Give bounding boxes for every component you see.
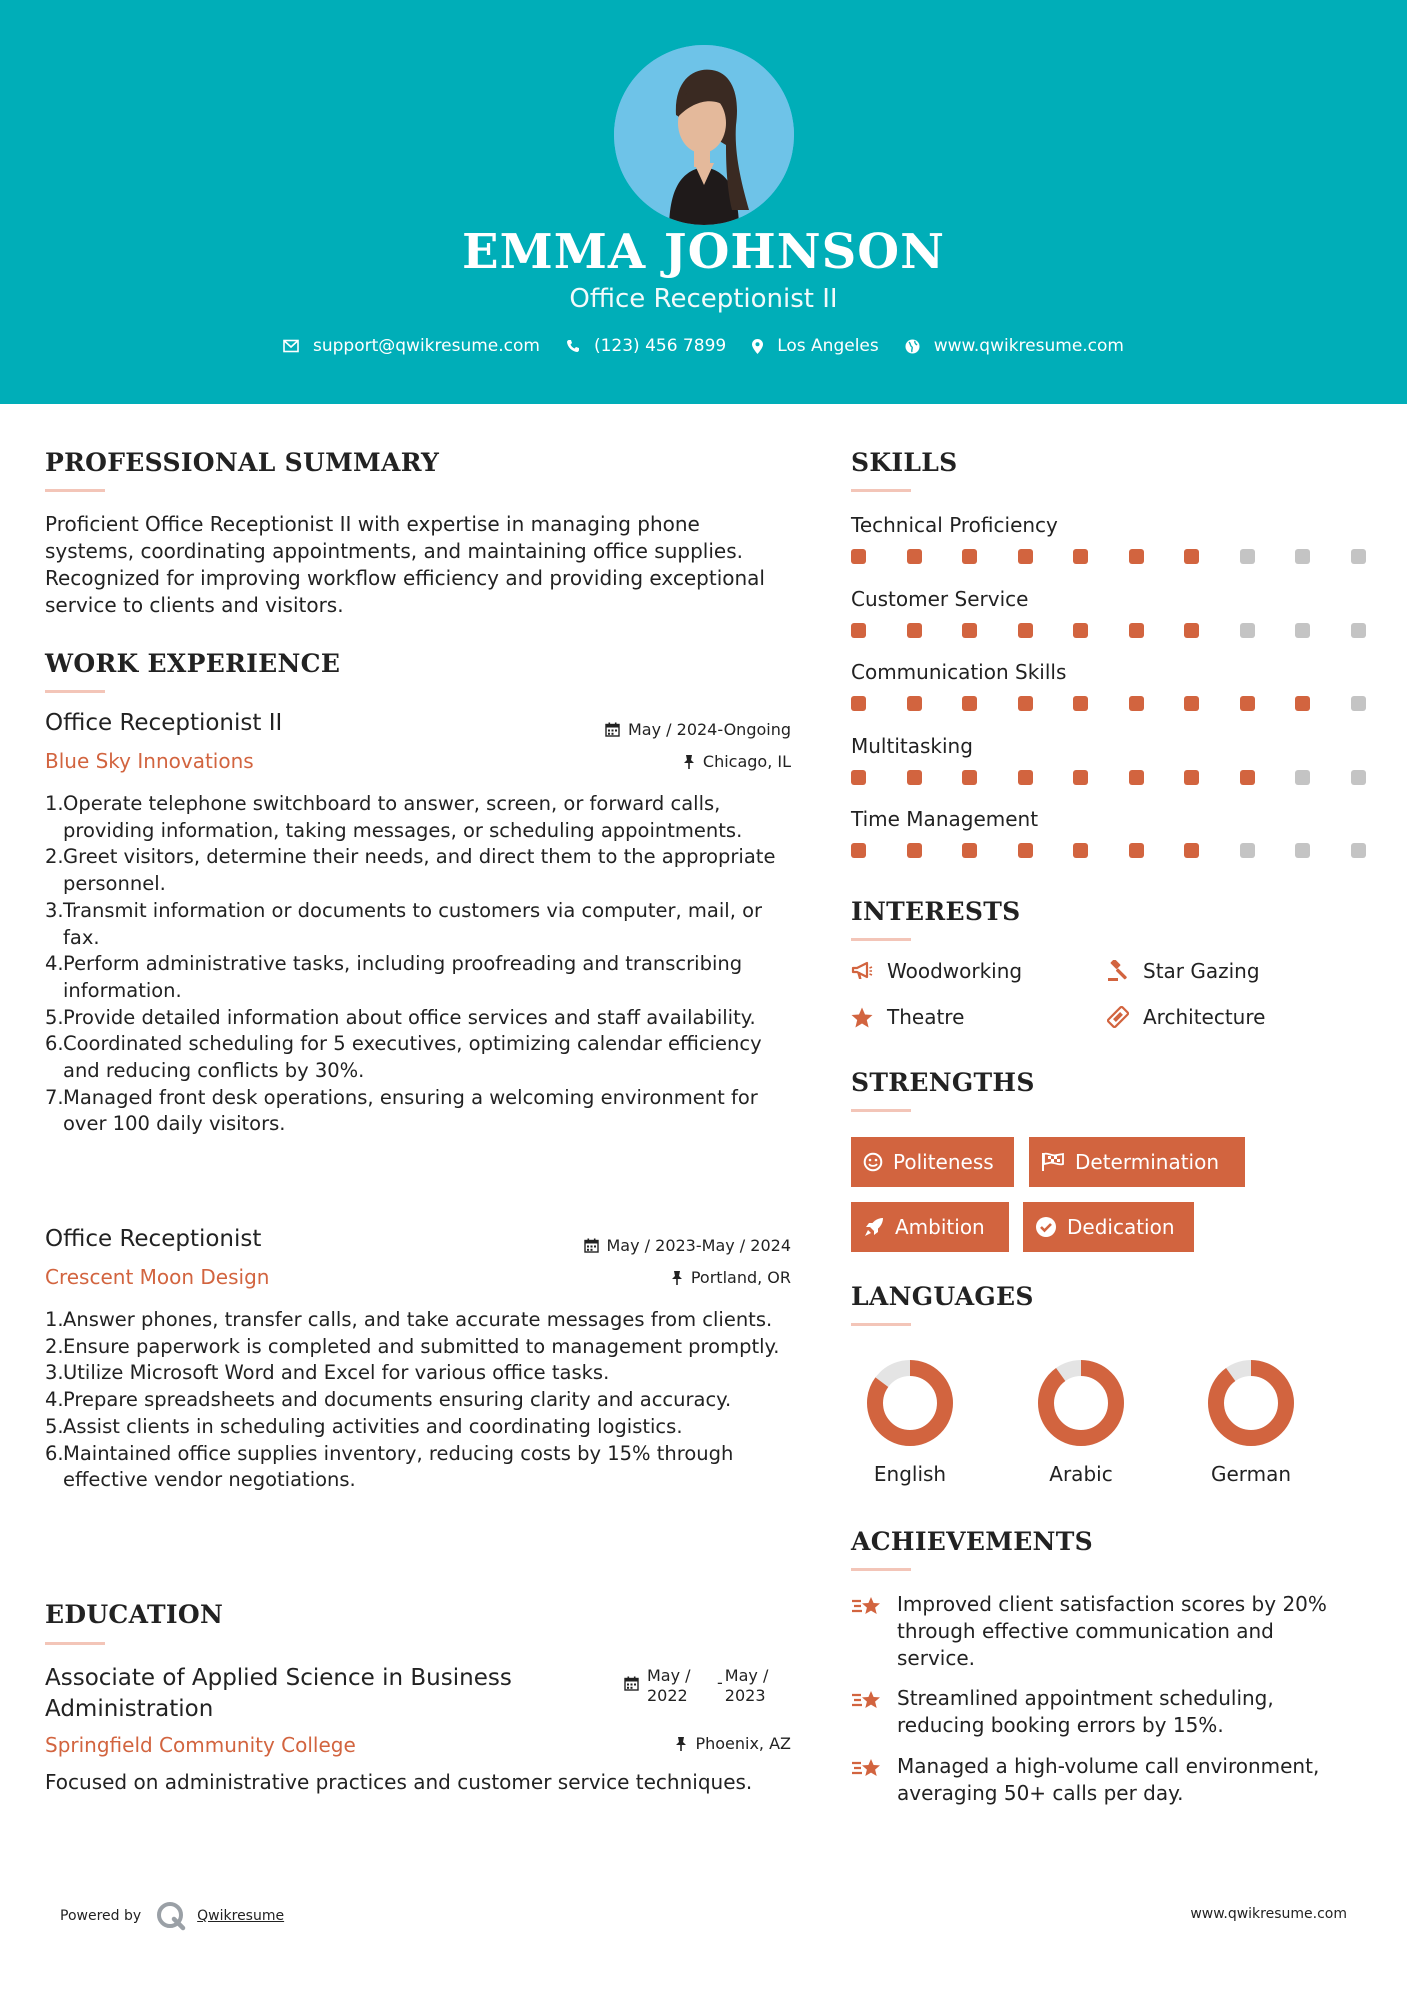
summary-heading: PROFESSIONAL SUMMARY [45, 448, 440, 477]
interest-item [851, 1005, 964, 1029]
skill-rating [851, 770, 1366, 785]
rating-dot-filled [851, 623, 866, 638]
skill-rating [851, 843, 1366, 858]
rating-dot-filled [1184, 696, 1199, 711]
rating-dot-filled [1295, 696, 1310, 711]
list-item: 2. Greet visitors, determine their needs, and direct them to the appropriate personnel. [45, 845, 776, 896]
rating-dot-filled [907, 843, 922, 858]
languages-heading: LANGUAGES [851, 1282, 1034, 1311]
rating-dot-filled [1129, 549, 1144, 564]
language-name: Arabic [1049, 1462, 1113, 1486]
contact-bar [0, 336, 1407, 356]
strength-badge [1023, 1202, 1194, 1252]
job-responsibilities [45, 1307, 800, 1494]
achievement-item [851, 1591, 1351, 1672]
strength-label: Politeness [893, 1150, 994, 1174]
language-name: German [1210, 1462, 1292, 1486]
rating-dot-empty [1351, 623, 1366, 638]
school-name: Springfield Community College [45, 1733, 356, 1757]
language-donut-fill [1216, 1368, 1286, 1438]
contact-website[interactable] [905, 336, 1124, 356]
language-name: English [873, 1462, 947, 1486]
skill-rating [851, 549, 1366, 564]
email-text: support@qwikresume.com [313, 336, 540, 356]
rating-dot-empty [1295, 549, 1310, 564]
list-item: 1. Operate telephone switchboard to answer, screen, or forward calls, providing information, taking messages, or scheduling appointments. [45, 792, 743, 842]
achievement-text: Streamlined appointment scheduling, reducing booking errors by 15%. [897, 1686, 1274, 1737]
rating-dot-empty [1351, 843, 1366, 858]
strength-badge [851, 1137, 1014, 1187]
skill-name: Technical Proficiency [851, 513, 1058, 537]
rating-dot-filled [1184, 843, 1199, 858]
map-pin-icon [752, 339, 763, 354]
interest-label: Woodworking [887, 959, 1023, 983]
list-item: 1. Answer phones, transfer calls, and take accurate messages from clients. [45, 1308, 773, 1331]
rating-dot-filled [907, 770, 922, 785]
profile-photo [614, 45, 794, 225]
rating-dot-filled [962, 696, 977, 711]
language-donut [850, 1358, 970, 1448]
job-location [671, 1268, 791, 1287]
rating-dot-filled [907, 623, 922, 638]
interests-heading: INTERESTS [851, 897, 1021, 926]
summary-text: Proficient Office Receptionist II with expertise in managing phone systems, coordinating appointments, and maintaining office supplies. Recognized for improving workflow efficiency and providing exceptional service to clients and visitors. [45, 512, 765, 617]
interest-item [1107, 959, 1260, 983]
rating-dot-empty [1295, 843, 1310, 858]
interests-heading-underline [851, 938, 911, 941]
interest-label: Theatre [887, 1005, 965, 1029]
education-location-text: Phoenix, AZ [695, 1734, 791, 1753]
skill-name: Customer Service [851, 586, 1029, 611]
rating-dot-filled [1018, 623, 1033, 638]
globe-icon [905, 339, 920, 354]
location-text: Los Angeles [777, 336, 879, 356]
star-icon [851, 1007, 873, 1028]
language-donut [1191, 1358, 1311, 1448]
qwikresume-logo-icon [155, 1900, 187, 1932]
achievement-item [851, 1685, 1351, 1739]
rating-dot-empty [1351, 770, 1366, 785]
languages-heading-underline [851, 1323, 911, 1326]
job-dates [584, 1236, 792, 1255]
rocket-icon [863, 1216, 885, 1238]
rating-dot-empty [1351, 549, 1366, 564]
education-heading: EDUCATION [45, 1600, 224, 1629]
job-location-text: Portland, OR [690, 1268, 791, 1287]
interest-label: Star Gazing [1143, 959, 1260, 983]
shooting-star-icon [851, 1687, 885, 1715]
calendar-icon [624, 1676, 639, 1691]
rating-dot-filled [1073, 770, 1088, 785]
contact-phone[interactable] [566, 336, 726, 356]
rating-dot-filled [851, 549, 866, 564]
rating-dot-filled [851, 770, 866, 785]
powered-by-text: Powered by [60, 1908, 142, 1924]
job-location [683, 752, 791, 771]
achievement-item [851, 1753, 1351, 1807]
rating-dot-empty [1240, 549, 1255, 564]
rating-dot-filled [1240, 770, 1255, 785]
phone-icon [566, 339, 580, 353]
rating-dot-filled [962, 770, 977, 785]
calendar-icon [605, 722, 620, 737]
rating-dot-empty [1295, 770, 1310, 785]
rating-dot-filled [1073, 696, 1088, 711]
job-dates [605, 720, 791, 739]
language-item [1191, 1358, 1311, 1486]
rating-dot-empty [1240, 843, 1255, 858]
experience-heading: WORK EXPERIENCE [45, 649, 341, 678]
job-dates-text: May / 2024-Ongoing [628, 720, 791, 739]
rating-dot-filled [962, 623, 977, 638]
rating-dot-filled [1018, 696, 1033, 711]
rating-dot-filled [1240, 696, 1255, 711]
rating-dot-filled [1073, 623, 1088, 638]
shooting-star-icon [851, 1755, 885, 1783]
list-item: 3. Transmit information or documents to customers via computer, mail, or fax. [45, 898, 763, 949]
footer-website[interactable]: www.qwikresume.com [1190, 1906, 1347, 1922]
skill-rating [851, 696, 1366, 711]
list-item: 6. Coordinated scheduling for 5 executives, optimizing calendar efficiency and reducing conflicts by 30%. [45, 1032, 762, 1083]
pin-icon [671, 1270, 683, 1285]
strength-label: Ambition [895, 1215, 985, 1239]
rating-dot-empty [1351, 696, 1366, 711]
rating-dot-filled [1018, 549, 1033, 564]
shooting-star-icon [851, 1593, 885, 1621]
degree-title: Associate of Applied Science in Business Administration [45, 1665, 512, 1722]
education-dates [624, 1666, 775, 1706]
skills-heading-underline [851, 489, 911, 492]
flag-icon [1041, 1152, 1065, 1172]
rating-dot-filled [1073, 843, 1088, 858]
education-heading-underline [45, 1642, 105, 1645]
education-description: Focused on administrative practices and customer service techniques. [45, 1770, 753, 1794]
rating-dot-filled [851, 696, 866, 711]
list-item: 3. Utilize Microsoft Word and Excel for various office tasks. [45, 1361, 610, 1385]
pin-icon [675, 1736, 687, 1751]
skill-rating [851, 623, 1366, 638]
rating-dot-filled [962, 549, 977, 564]
list-item: 7. Managed front desk operations, ensuring a welcoming environment for over 100 daily visitors. [45, 1085, 758, 1136]
language-donut [1021, 1358, 1141, 1448]
rating-dot-empty [1295, 623, 1310, 638]
rating-dot-filled [1129, 843, 1144, 858]
experience-heading-underline [45, 690, 105, 693]
skill-name: Communication Skills [851, 660, 1067, 684]
interest-label: Architecture [1143, 1005, 1266, 1029]
job-location-text: Chicago, IL [702, 752, 791, 771]
list-item: 4. Prepare spreadsheets and documents ensuring clarity and accuracy. [45, 1388, 732, 1412]
smile-icon [863, 1152, 883, 1172]
list-item: 5. Provide detailed information about office services and staff availability. [45, 1005, 756, 1029]
footer-powered-by [60, 1900, 284, 1932]
strength-label: Dedication [1067, 1215, 1175, 1239]
strength-label: Determination [1075, 1150, 1220, 1174]
phone-text: (123) 456 7899 [593, 336, 727, 356]
contact-location [752, 336, 879, 356]
contact-email[interactable] [283, 336, 540, 356]
language-donut-fill [1046, 1368, 1116, 1438]
skill-name: Time Management [851, 807, 1039, 831]
envelope-icon [283, 339, 299, 353]
rating-dot-filled [1018, 770, 1033, 785]
education-start: May / 2022 [647, 1666, 691, 1705]
achievement-text: Managed a high-volume call environment, averaging 50+ calls per day. [897, 1754, 1320, 1805]
ticket-icon [1107, 1006, 1129, 1028]
rating-dot-filled [1184, 549, 1199, 564]
rating-dot-filled [1184, 623, 1199, 638]
rating-dot-filled [1018, 843, 1033, 858]
strength-badge [851, 1202, 1009, 1252]
rating-dot-filled [962, 843, 977, 858]
skills-heading: SKILLS [851, 448, 958, 477]
list-item: 4. Perform administrative tasks, including proofreading and transcribing information. [45, 952, 743, 1002]
job-title: Office Receptionist II [45, 710, 283, 736]
interest-item [1107, 1005, 1265, 1029]
achievements-heading: ACHIEVEMENTS [851, 1527, 1093, 1556]
achievement-text: Improved client satisfaction scores by 20% through effective communication and service. [897, 1592, 1327, 1670]
megaphone-icon [851, 961, 873, 981]
job-responsibilities [45, 791, 800, 1138]
resume-header [0, 0, 1407, 404]
language-item [850, 1358, 970, 1486]
company-name: Blue Sky Innovations [45, 749, 254, 773]
brand-link[interactable]: Qwikresume [197, 1908, 285, 1924]
education-end: May / 2023 [724, 1666, 769, 1705]
website-text: www.qwikresume.com [933, 336, 1124, 356]
company-name: Crescent Moon Design [45, 1265, 270, 1289]
list-item: 6. Maintained office supplies inventory, reducing costs by 15% through effective vendor negotiations. [45, 1441, 734, 1492]
strength-badge [1029, 1137, 1245, 1187]
check-circle-icon [1035, 1216, 1057, 1238]
calendar-icon [584, 1238, 599, 1253]
rating-dot-filled [851, 843, 866, 858]
candidate-name: EMMA JOHNSON [462, 224, 945, 280]
education-location [675, 1734, 791, 1753]
interest-item [851, 959, 1022, 983]
rating-dot-filled [907, 549, 922, 564]
rating-dot-filled [1129, 770, 1144, 785]
rating-dot-filled [1184, 770, 1199, 785]
candidate-title: Office Receptionist II [569, 284, 838, 314]
gavel-icon [1107, 960, 1129, 982]
rating-dot-filled [1073, 549, 1088, 564]
job-dates-text: May / 2023-May / 2024 [606, 1236, 791, 1255]
rating-dot-filled [1129, 623, 1144, 638]
job-title: Office Receptionist [45, 1226, 262, 1252]
strengths-heading: STRENGTHS [851, 1068, 1035, 1097]
pin-icon [683, 754, 695, 769]
rating-dot-filled [1129, 696, 1144, 711]
achievements-heading-underline [851, 1568, 911, 1571]
rating-dot-filled [907, 696, 922, 711]
list-item: 2. Ensure paperwork is completed and submitted to management promptly. [45, 1334, 780, 1358]
language-item [1021, 1358, 1141, 1486]
strengths-heading-underline [851, 1109, 911, 1112]
skill-name: Multitasking [851, 733, 973, 758]
summary-heading-underline [45, 489, 105, 492]
list-item: 5. Assist clients in scheduling activities and coordinating logistics. [45, 1414, 683, 1438]
rating-dot-empty [1240, 623, 1255, 638]
date-separator: - [717, 1673, 723, 1692]
